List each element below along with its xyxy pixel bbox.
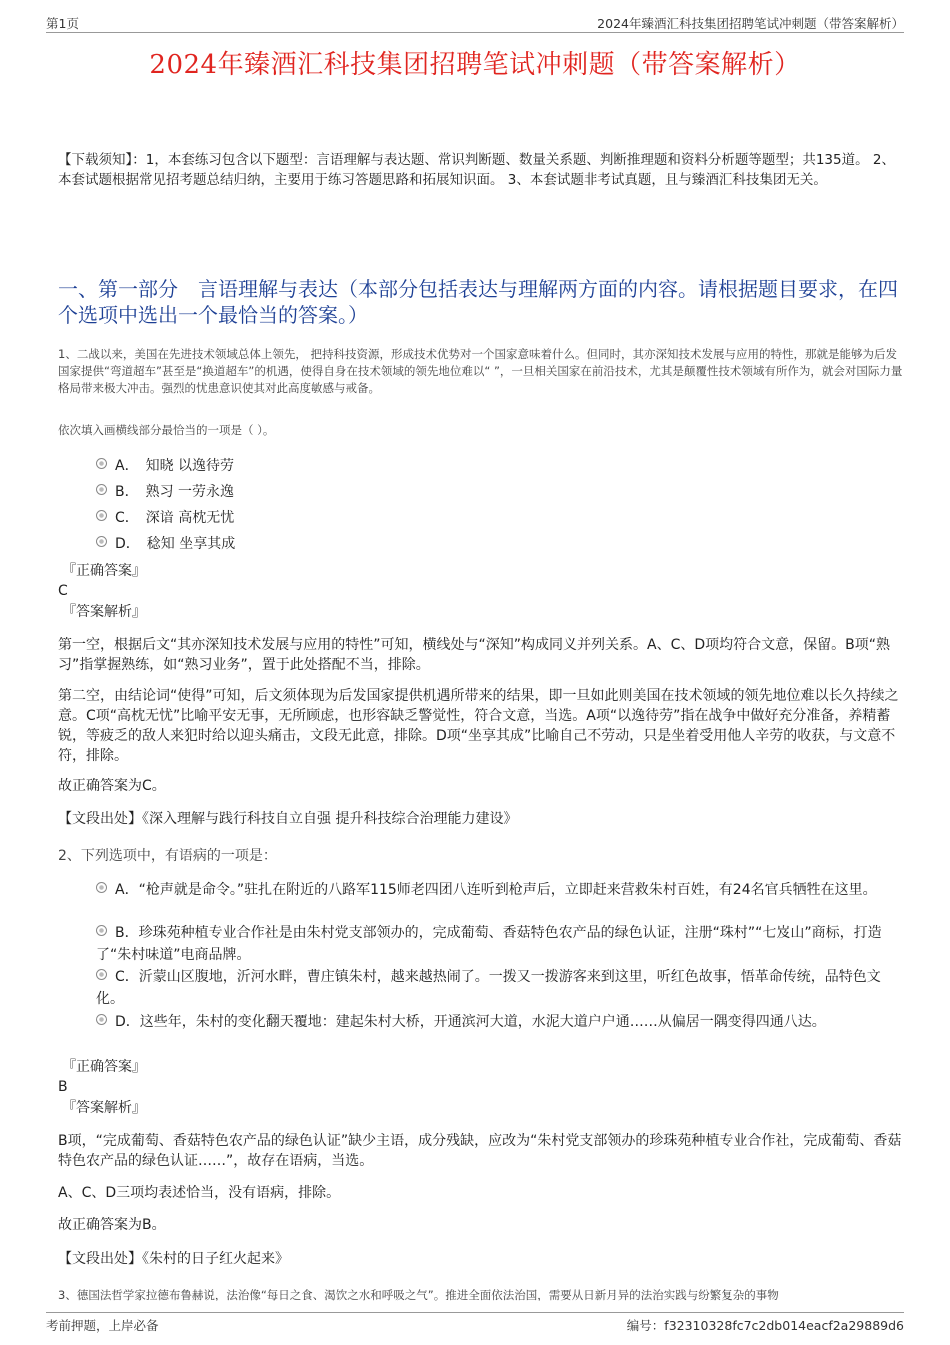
footer-id: 编号：f32310328fc7c2db014eacf2a29889d6 [626,1318,904,1333]
radio-icon[interactable] [96,510,107,521]
page-footer [46,1312,904,1333]
page-header [46,14,904,33]
q1-analysis-3: 故正确答案为C。 [58,778,166,794]
q2-analysis-2: A、C、D三项均表述恰当，没有语病，排除。 [58,1185,341,1201]
q2-analysis-label: 『答案解析』 [62,1100,146,1116]
radio-icon[interactable] [96,1014,107,1025]
q1-option-c[interactable]: C． 深谙 高枕无忧 [96,508,234,528]
q1-source: 【文段出处】《深入理解与践行科技自立自强 提升科技综合治理能力建设》 [58,811,518,827]
radio-icon[interactable] [96,969,107,980]
radio-icon[interactable] [96,925,107,936]
q1-analysis-label: 『答案解析』 [62,604,146,620]
q2-option-a[interactable]: A．“枪声就是命令。”驻扎在附近的八路军115师老四团八连听到枪声后，立即赶来营救朱村百姓，有24名官兵牺牲在这里。 [96,879,896,901]
download-notice: 【下载须知】：1，本套练习包含以下题型：言语理解与表达题、常识判断题、数量关系题、判断推理题和资料分析题等题型；共135道。 2、本套试题根据常见招考题总结归纳，主要用于练习答题思路和拓展知识面。 3、本套试题非考试真题，且与臻酒汇科技集团无关。 [58,152,895,188]
q2-answer: B [58,1079,68,1095]
q2-analysis-1: B项，“完成葡萄、香菇特色农产品的绿色认证”缺少主语，成分残缺，应改为“朱村党支部领办的珍珠苑种植专业合作社，完成葡萄、香菇特色农产品的绿色认证……”，故存在语病，当选。 [58,1133,902,1169]
page-number: 第1页 [46,16,79,31]
section-title: 一、第一部分 言语理解与表达（本部分包括表达与理解两方面的内容。请根据题目要求，在四个选项中选出一个最恰当的答案。） [58,277,898,327]
question-1-ask: 依次填入画横线部分最恰当的一项是（ ）。 [58,423,275,437]
radio-icon[interactable] [96,536,107,547]
q1-option-a[interactable]: A． 知晓 以逸待劳 [96,456,234,476]
q1-option-b[interactable]: B． 熟习 一劳永逸 [96,482,234,502]
q2-source: 【文段出处】《朱村的日子红火起来》 [58,1251,289,1267]
q2-option-d[interactable]: D．这些年，朱村的变化翻天覆地：建起朱村大桥，开通滨河大道，水泥大道户户通……从偏居一隅变得四通八达。 [96,1011,896,1033]
q1-answer-label: 『正确答案』 [62,563,146,579]
q1-analysis-1: 第一空，根据后文“其亦深知技术发展与应用的特性”可知，横线处与“深知”构成同义并列关系。A、C、D项均符合文意，保留。B项“熟习”指掌握熟练，如“熟习业务”，置于此处搭配不当，排除。 [58,637,890,673]
q2-answer-label: 『正确答案』 [62,1059,146,1075]
header-doc-title: 2024年臻酒汇科技集团招聘笔试冲刺题（带答案解析） [597,16,904,31]
q2-analysis-3: 故正确答案为B。 [58,1217,166,1233]
document-title: 2024年臻酒汇科技集团招聘笔试冲刺题（带答案解析） [149,50,801,80]
question-3-text: 3、德国法哲学家拉德布鲁赫说，法治像“每日之食、渴饮之水和呼吸之气”。推进全面依法治国，需要从日新月异的法治实践与纷繁复杂的事物 [58,1288,779,1301]
q2-option-b[interactable]: B．珍珠苑种植专业合作社是由朱村党支部领办的，完成葡萄、香菇特色农产品的绿色认证，注册“珠村”“七岌山”商标，打造了“朱村味道”电商品牌。 [96,925,882,963]
question-2-text: 2、下列选项中，有语病的一项是： [58,848,277,864]
q1-analysis-2: 第二空，由结论词“使得”可知，后文须体现为后发国家提供机遇所带来的结果，即一旦如此则美国在技术领域的领先地位难以长久持续之意。C项“高枕无忧”比喻平安无事，无所顾虑，也形容缺乏警觉性，符合文意，当选。A项“以逸待劳”指在战争中做好充分准备，养精蓄锐，等疲乏的敌人来犯时给以迎头痛击，文段无此意，排除。D项“坐享其成”比喻自己不劳动，只是坐着受用他人辛劳的收获，与文意不符，排除。 [58,688,899,764]
radio-icon[interactable] [96,882,107,893]
footer-slogan: 考前押题，上岸必备 [46,1318,159,1333]
q2-option-c[interactable]: C．沂蒙山区腹地，沂河水畔，曹庄镇朱村，越来越热闹了。一拨又一拨游客来到这里，听红色故事，悟革命传统，品特色文化。 [96,969,881,1007]
radio-icon[interactable] [96,484,107,495]
question-1-text: 1、二战以来，美国在先进技术领域总体上领先， 把持科技资源，形成技术优势对一个国家意味着什么。但同时，其亦深知技术发展与应用的特性，那就是能够为后发国家提供“弯道超车”甚至是“换道超车”的机遇，使得自身在技术领域的领先地位难以“ ”，一旦相关国家在前沿技术，尤其是颠覆性技术领域有所作为，就会对国际力量格局带来极大冲击。强烈的忧患意识使其对此高度敏感与戒备。 [58,347,903,395]
radio-icon[interactable] [96,458,107,469]
q1-answer: C [58,583,68,599]
q1-option-d[interactable]: D． 稔知 坐享其成 [96,534,235,554]
